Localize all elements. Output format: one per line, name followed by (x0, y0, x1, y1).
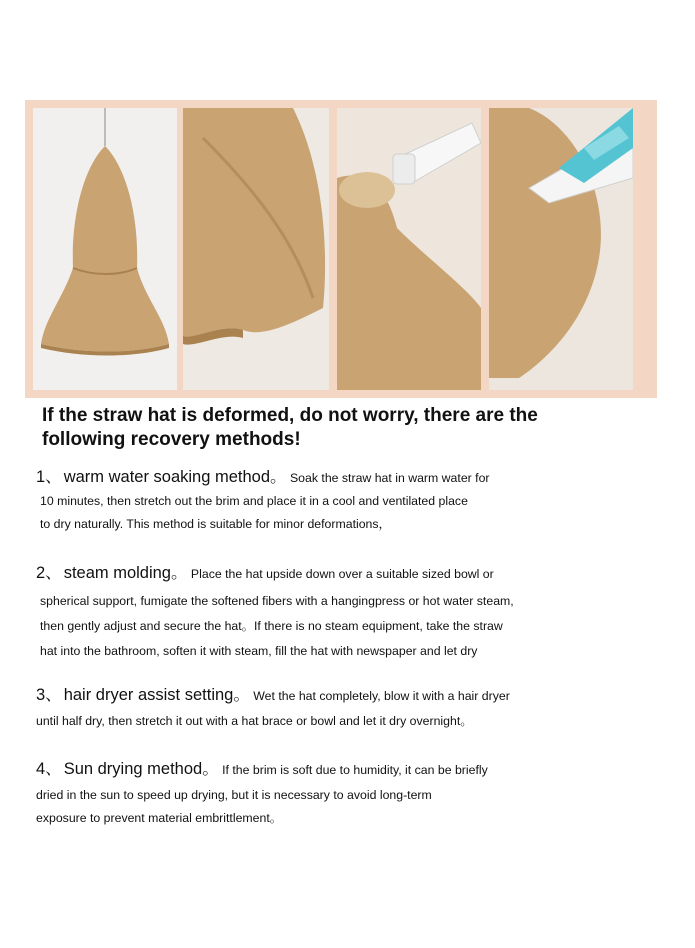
method-3-line-2: until half dry, then stretch it out with a hat brace or bowl and let it dry overnight。 (36, 714, 473, 728)
method-1-title: 1、 warm water soaking method。 (36, 468, 287, 486)
photo-band (25, 100, 657, 398)
method-1 (36, 466, 676, 536)
method-4-line-3: exposure to prevent material embrittlement。 (36, 811, 283, 825)
method-2-line-1: Place the hat upside down over a suitable sized bowl or (190, 567, 494, 581)
method-4-title: 4、 Sun drying method。 (36, 760, 219, 778)
method-4-line-2: dried in the sun to speed up drying, but it is necessary to avoid long-term (36, 788, 432, 802)
method-1-line-1: Soak the straw hat in warm water for (289, 471, 490, 485)
iron-steam-photo (489, 108, 633, 390)
method-2-title: 2、 steam molding。 (36, 564, 188, 582)
heading-line-1: If the straw hat is deformed, do not worry, there are the (42, 405, 538, 426)
method-3-line-1: Wet the hat completely, blow it with a hair dryer (253, 689, 510, 703)
page-heading (42, 404, 662, 452)
hat-brim-photo (183, 108, 329, 390)
method-3 (36, 684, 676, 733)
method-2 (36, 562, 676, 663)
method-1-line-3: to dry naturally. This method is suitable for minor deformations， (40, 517, 391, 531)
method-2-line-2: spherical support, fumigate the softened fibers with a hangingpress or hot water steam, (40, 594, 514, 608)
method-4 (36, 758, 676, 830)
method-2-line-3: then gently adjust and secure the hat。If there is no steam equipment, take the straw (40, 619, 503, 633)
hair-dryer-photo (337, 108, 481, 390)
hanging-hat-photo (33, 108, 177, 390)
heading-line-2: following recovery methods! (42, 429, 301, 450)
method-1-line-2: 10 minutes, then stretch out the brim and place it in a cool and ventilated place (40, 494, 468, 508)
method-3-title: 3、 hair dryer assist setting。 (36, 686, 250, 704)
method-2-line-4: hat into the bathroom, soften it with steam, fill the hat with newspaper and let dry (40, 644, 478, 658)
method-4-line-1: If the brim is soft due to humidity, it can be briefly (222, 763, 488, 777)
